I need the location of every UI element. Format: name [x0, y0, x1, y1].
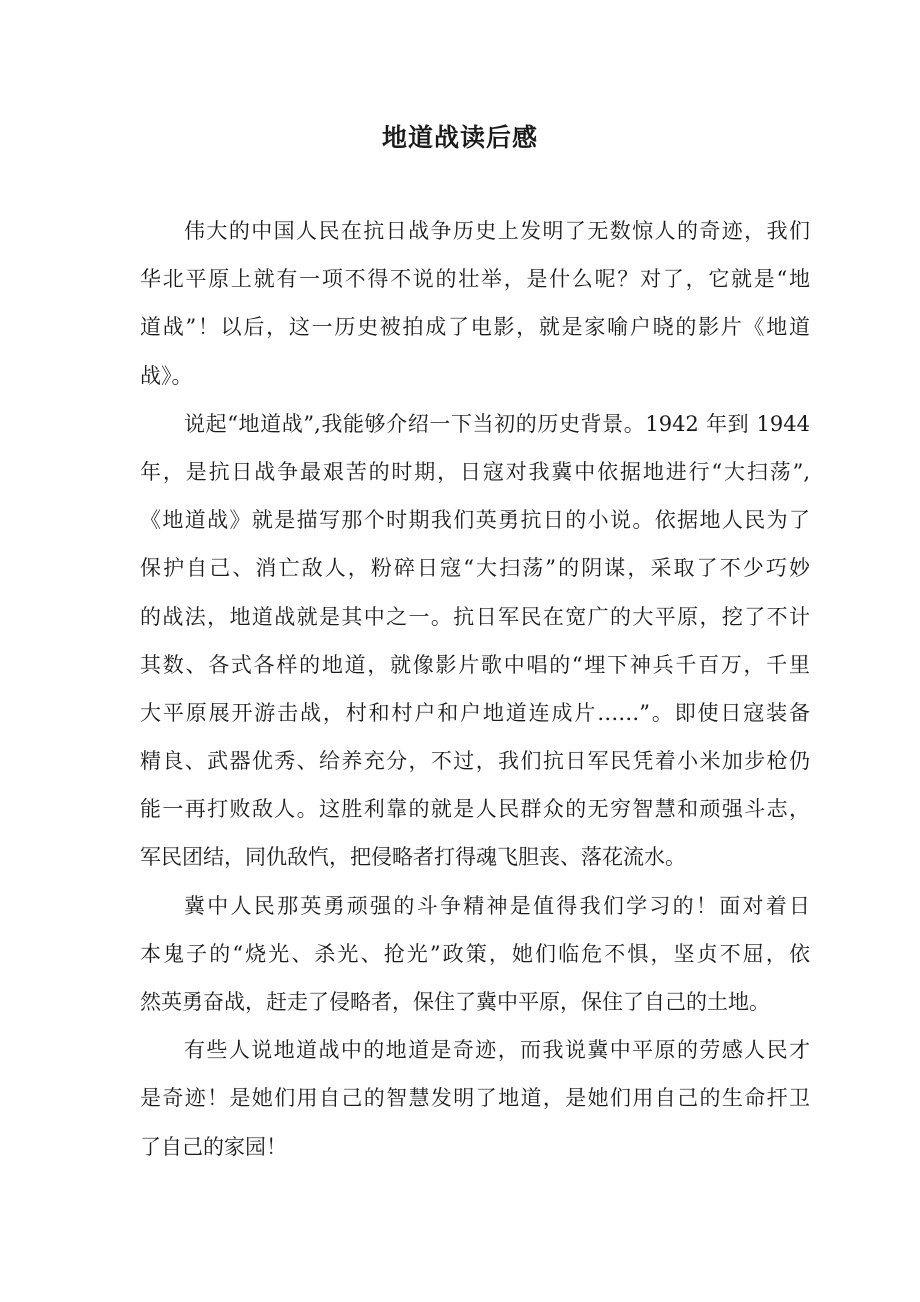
paragraph-4 — [140, 1026, 810, 1171]
text-line: 了自己的家园！ — [140, 1134, 287, 1159]
text-line: 的战法，地道战就是其中之一。抗日军民在宽广的大平原，挖了不计 — [140, 604, 810, 629]
paragraph-1 — [140, 207, 810, 400]
text-line: 冀中人民那英勇顽强的斗争精神是值得我们学习的！面对着日 — [184, 893, 810, 918]
text-line: 有些人说地道战中的地道是奇迹，而我说冀中平原的劳感人民才 — [184, 1038, 810, 1063]
text-line: 是奇迹！是她们用自己的智慧发明了地道，是她们用自己的生命扞卫 — [140, 1086, 810, 1111]
text-line: 战》。 — [140, 363, 193, 388]
text-line: 说起“地道战”,我能够介绍一下当初的历史背景。1942 年到 1944 — [184, 411, 810, 436]
text-line: 伟大的中国人民在抗日战争历史上发明了无数惊人的奇迹，我们 — [184, 219, 810, 243]
text-line: 年，是抗日战争最艰苦的时期，日寇对我冀中依据地进行“大扫荡”, — [140, 459, 810, 484]
text-line: 然英勇奋战，赶走了侵略者，保住了冀中平原，保住了自己的土地。 — [140, 990, 770, 1014]
text-line: 道战”！以后，这一历史被拍成了电影，就是家喻户晓的影片《地道 — [140, 315, 810, 340]
text-line: 精良、武器优秀、给养充分，不过，我们抗日军民凭着小米加步枪仍 — [140, 749, 810, 774]
text-line: 军民团结，同仇敌忾，把侵略者打得魂飞胆丧、落花流水。 — [140, 845, 686, 870]
paragraph-2 — [140, 400, 810, 882]
text-line: 《地道战》就是描写那个时期我们英勇抗日的小说。依据地人民为了 — [140, 508, 810, 533]
text-line: 能一再打败敌人。这胜利靠的就是人民群众的无穷智慧和顽强斗志， — [140, 797, 810, 822]
text-line: 华北平原上就有一项不得不说的壮举，是什么呢？对了，它就是“地 — [140, 267, 810, 292]
text-line: 其数、各式各样的地道，就像影片歌中唱的“埋下神兵千百万，千里 — [140, 652, 810, 677]
text-line: 本鬼子的“烧光、杀光、抢光”政策，她们临危不惧，坚贞不屈，依 — [140, 941, 810, 966]
paragraph-3 — [140, 882, 810, 1027]
document-body — [140, 207, 810, 1171]
text-line: 大平原展开游击战，村和村户和户地道连成片……”。即使日寇装备 — [140, 700, 810, 725]
document-title: 地道战读后感 — [381, 123, 538, 152]
text-line: 保护自己、消亡敌人，粉碎日寇“大扫荡”的阴谋，采取了不少巧妙 — [140, 556, 810, 581]
